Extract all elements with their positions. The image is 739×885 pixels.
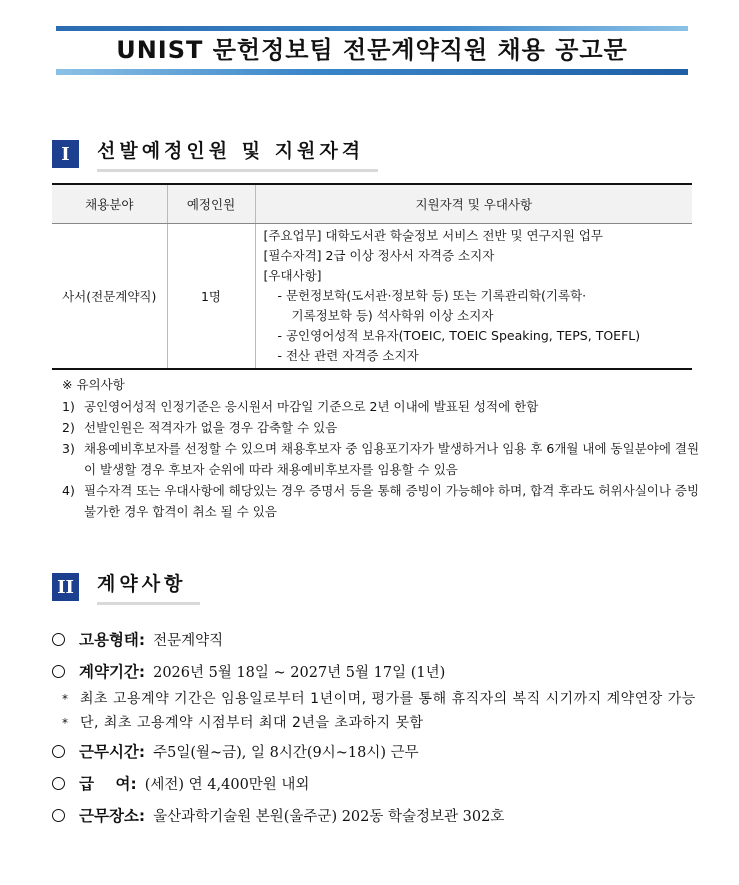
preferred-item-1: - 문헌정보학(도서관·정보학 등) 또는 기록관리학(기록학· (277, 288, 587, 303)
employment-type-label: 고용형태: (79, 631, 146, 649)
section-2-heading (52, 569, 200, 605)
note-text: 필수자격 또는 우대사항에 해당있는 경우 증명서 등을 통해 증빙이 가능해야 하며, 합격 후라도 허위사실이나 증빙 불가한 경우 합격이 취소 될 수 있음 (84, 483, 700, 519)
section-1-heading (52, 136, 378, 172)
contract-period-value: 2026년 5월 18일 ~ 2027년 5월 17일 (1년) (153, 664, 446, 681)
working-hours-label: 근무시간: (79, 743, 146, 761)
note-item (62, 480, 702, 522)
work-location-row (52, 799, 702, 831)
note-text: 선발인원은 적격자가 없을 경우 감축할 수 있음 (84, 420, 338, 435)
note-item (62, 417, 702, 438)
cell-count: 1명 (167, 224, 255, 370)
circle-bullet-icon (52, 777, 65, 790)
period-note-text: 단, 최초 고용계약 시점부터 최대 2년을 초과하지 못함 (80, 715, 424, 731)
note-text: 채용예비후보자를 선정할 수 있으며 채용후보자 중 임용포기자가 발생하거나 임용 후 6개월 내에 동일분야에 결원이 발생할 경우 후보자 순위에 따라 채용예비후보자를 임용할 수 있음 (84, 441, 700, 477)
work-location-value: 울산과학기술원 본원(울주군) 202동 학술정보관 302호 (153, 808, 505, 825)
header-qualifications: 지원자격 및 우대사항 (255, 184, 692, 224)
note-number: 2) (62, 420, 75, 435)
working-hours-value: 주5일(월~금), 일 8시간(9시~18시) 근무 (153, 744, 419, 761)
circle-bullet-icon (52, 633, 65, 646)
header-count: 예정인원 (167, 184, 255, 224)
section-2-title: 계약사항 (97, 569, 200, 605)
section-1-title: 선발예정인원 및 지원자격 (97, 136, 378, 172)
period-note (52, 687, 702, 711)
asterisk-icon: * (62, 716, 68, 730)
contract-period-label: 계약기간: (79, 663, 146, 681)
note-number: 4) (62, 483, 75, 498)
circle-bullet-icon (52, 745, 65, 758)
note-text: 공인영어성적 인정기준은 응시원서 마감일 기준으로 2년 이내에 발표된 성적에 한함 (84, 399, 539, 414)
note-number: 1) (62, 399, 75, 414)
employment-type-row (52, 623, 702, 655)
period-note-text: 최초 고용계약 기간은 임용일로부터 1년이며, 평가를 통해 휴직자의 복직 시기까지 계약연장 가능 (80, 691, 696, 707)
contract-period-row (52, 655, 702, 687)
cell-qualifications (255, 224, 692, 370)
period-note (52, 711, 702, 735)
preferred-item-3: - 전산 관련 자격증 소지자 (277, 348, 419, 363)
working-hours-row (52, 735, 702, 767)
preferred-item-1-cont: 기록정보학 등) 석사학위 이상 소지자 (291, 308, 494, 323)
table-header-row (52, 184, 692, 224)
title-banner (56, 26, 688, 75)
cell-field: 사서(전문계약직) (52, 224, 167, 370)
note-item (62, 438, 702, 480)
work-location-label: 근무장소: (79, 807, 146, 825)
contract-terms (52, 623, 702, 831)
page-title: UNIST 문헌정보팀 전문계약직원 채용 공고문 (116, 36, 628, 64)
salary-row (52, 767, 702, 799)
salary-label: 급 여: (79, 775, 137, 793)
asterisk-icon: * (62, 692, 68, 706)
qual-duty: [주요업무] 대학도서관 학술정보 서비스 전반 및 연구지원 업무 (263, 228, 603, 243)
circle-bullet-icon (52, 665, 65, 678)
salary-value: (세전) 연 4,400만원 내외 (144, 776, 310, 793)
header-field: 채용분야 (52, 184, 167, 224)
note-number: 3) (62, 441, 75, 456)
qual-required: [필수자격] 2급 이상 정사서 자격증 소지자 (263, 248, 495, 263)
notes-heading: ※ 유의사항 (62, 377, 125, 392)
title-bottom-rule (56, 69, 688, 75)
notes-block (62, 374, 702, 522)
preferred-item-2: - 공인영어성적 보유자(TOEIC, TOEIC Speaking, TEPS, TOEFL) (277, 328, 641, 343)
note-item (62, 396, 702, 417)
table-row (52, 224, 692, 370)
section-2-number: II (52, 573, 79, 601)
recruitment-table (52, 183, 692, 370)
circle-bullet-icon (52, 809, 65, 822)
qual-preferred-head: [우대사항] (263, 268, 322, 283)
section-1-number: I (52, 140, 79, 168)
employment-type-value: 전문계약직 (153, 632, 224, 649)
